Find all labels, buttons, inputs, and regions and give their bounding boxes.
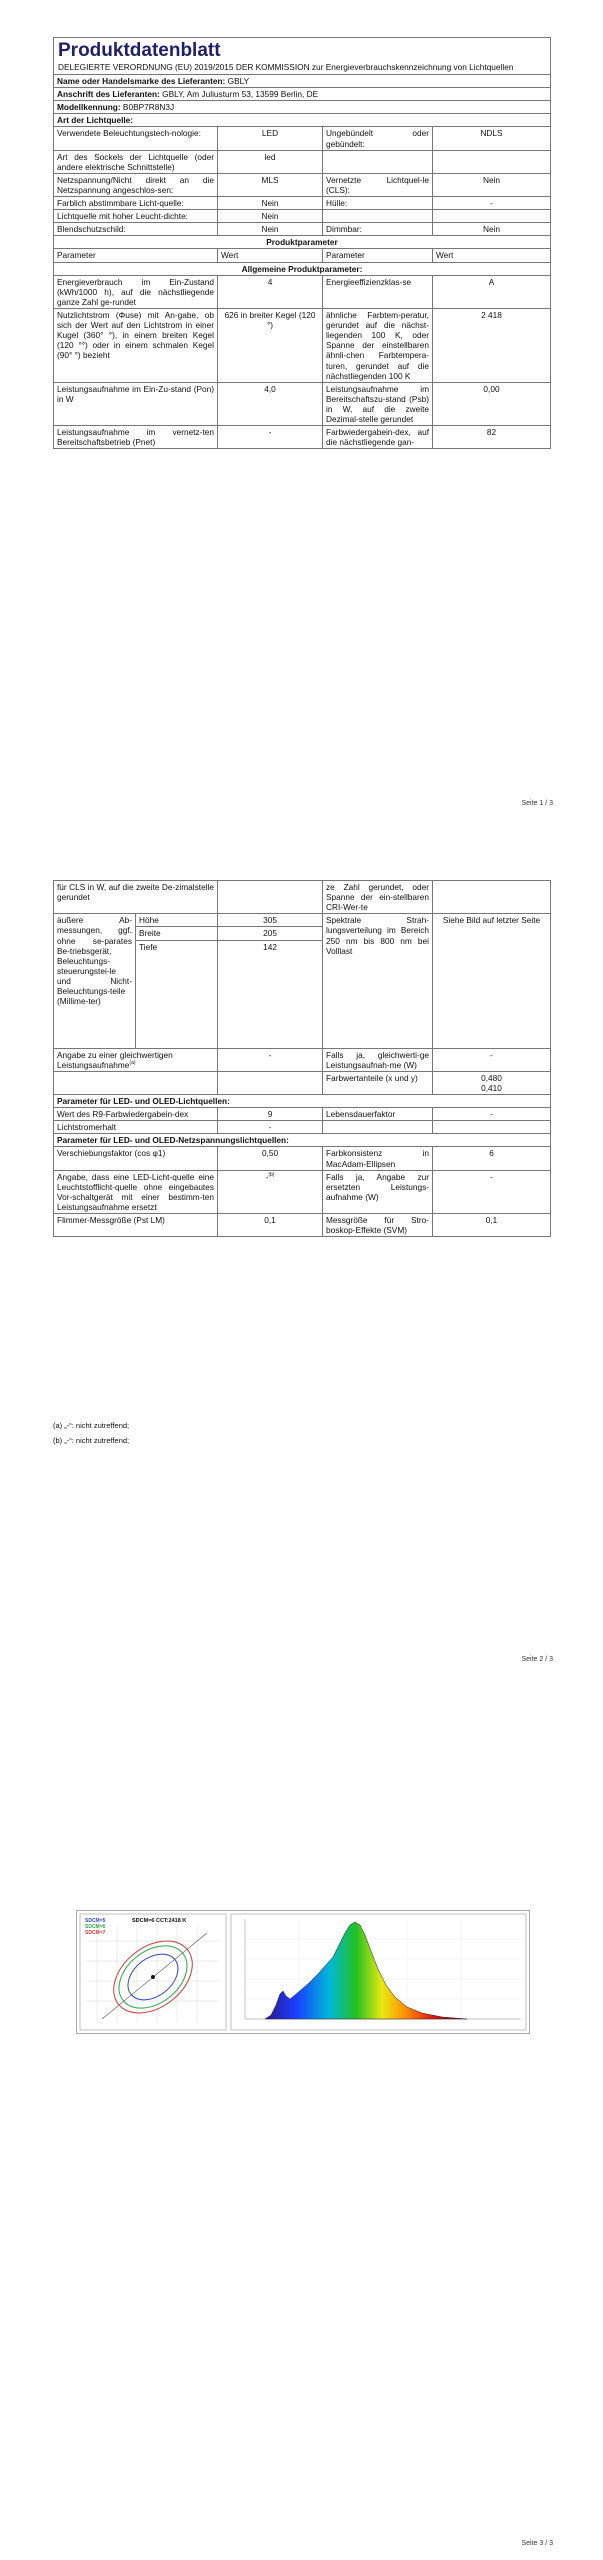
table-row: Flimmer-Messgröße (Pst LM) 0,1 Messgröße für Stro-boskop-Effekte (SVM) 0,1 bbox=[54, 1214, 551, 1237]
measurement-point bbox=[151, 1975, 155, 1979]
section-general-parameters: Allgemeine Produktparameter: bbox=[54, 262, 551, 275]
spectrum-figure-svg bbox=[77, 1911, 529, 2033]
table-row: Leistungsaufnahme im vernetz-ten Bereitschaftsbetrieb (Pnet) - Farbwiedergabein-dex, auf die nächstliegende gan- 82 bbox=[54, 426, 551, 449]
page-1 bbox=[0, 0, 603, 815]
footnote-a: (a) „-“: nicht zutreffend; bbox=[53, 1421, 130, 1430]
legend-sdcm-6: SDCM=6 bbox=[85, 1924, 106, 1930]
datasheet-table-page1 bbox=[53, 37, 551, 449]
legend-sdcm-7: SDCM=7 bbox=[85, 1930, 106, 1936]
spectrum-panel bbox=[231, 1914, 526, 2030]
macadam-ellipse-panel bbox=[80, 1914, 226, 2030]
table-row: Nutzlichtstrom (Φuse) mit An-gabe, ob sich der Wert auf den Lichtstrom in einer Kugel (360° °), in einem breiten Kegel (120 °°) oder in einem schmalen Kegel (90° °) bezieht 626 in breiter Kegel (120 °) ähnliche Farbtem-peratur, gerundet auf die nächst-liegenden 100 K, oder Spanne der einstellbaren ähnli-chen Farbtempera-turen, gerundet auf die nächstliegenden 100 K 2 418 bbox=[54, 309, 551, 383]
table-row: Farblich abstimmbare Licht-quelle: Nein Hülle: - bbox=[54, 197, 551, 210]
sdcm-cct-label: SDCM=6 CCT:2418 K bbox=[132, 1918, 187, 1924]
table-row: Verschiebungsfaktor (cos φ1) 0,50 Farbkonsistenz in MacAdam-Ellipsen 6 bbox=[54, 1147, 551, 1170]
section-led-parameters: Parameter für LED- und OLED-Lichtquellen: bbox=[54, 1094, 551, 1107]
dimensions-row: Tiefe 142 bbox=[54, 940, 551, 1048]
light-source-type-heading: Art der Lichtquelle: bbox=[54, 114, 551, 127]
table-row: für CLS in W, auf die zweite De-zimalstelle gerundet ze Zahl gerundet, oder Spanne der ein-stellbaren CRI-Wer-te bbox=[54, 881, 551, 914]
table-row: Verwendete Beleuchtungstech-nologie: LED Ungebündelt oder gebündelt: NDLS bbox=[54, 127, 551, 150]
table-row: Angabe, dass eine LED-Licht-quelle eine Leuchtstofflicht-quelle ohne eingebautes Vor-schaltgerät mit einer bestimm-ten Leistungsaufnahme ersetzt -$^{(b)}$ Falls ja, Angabe zur ersetzten Leistungs-aufnahme (W) - bbox=[54, 1170, 551, 1213]
page-title: Produktdatenblatt bbox=[58, 40, 221, 61]
dimensions-label: äußere Ab-messungen, ggf. ohne se-parates Be-triebsgerät, Beleuchtungs-steuerungstei-le und Nicht-Beleuchtungs-teile (Millime-ter) bbox=[54, 914, 136, 1048]
dimensions-row: Breite 205 bbox=[54, 927, 551, 940]
section-mains-parameters: Parameter für LED- und OLED-Netzspannungslichtquellen: bbox=[54, 1134, 551, 1147]
table-row: Art des Sockels der Lichtquelle (oder andere elektrische Schnittstelle) led bbox=[54, 150, 551, 173]
model-id: B0BP7R8N3J bbox=[122, 102, 175, 113]
datasheet-table-page2 bbox=[53, 880, 551, 1237]
table-row: Angabe zu einer gleichwertigen Leistungsaufnahme$^{(a)}$ - Falls ja, gleichwerti-ge Leistungsaufnah-me (W) - bbox=[54, 1048, 551, 1071]
spectrum-figure bbox=[76, 1910, 530, 2034]
page-2 bbox=[0, 880, 603, 1680]
table-row: Energieverbrauch im Ein-Zustand (kWh/1000 h), auf die nächstliegende ganze Zahl ge-rundet 4 Energieeffizienzklas-se A bbox=[54, 275, 551, 308]
dimensions-row: äußere Ab-messungen, ggf. ohne se-parates Be-triebsgerät, Beleuchtungs-steuerungstei-le und Nicht-Beleuchtungs-teile (Millime-ter) Höhe 305 Spektrale Strah-lungsverteilung im Bereich 250 nm bis 800 nm bei Volllast Siehe Bild auf letzter Seite bbox=[54, 914, 551, 927]
supplier-address-row: Anschrift des Lieferanten: GBLY, Am Juliusturm 53, 13599 Berlin, DE bbox=[54, 88, 551, 101]
model-row: Modellkennung: B0BP7R8N3J bbox=[54, 101, 551, 114]
page-number-1: Seite 1 / 3 bbox=[521, 800, 553, 807]
footnote-b: (b) „-“: nicht zutreffend; bbox=[53, 1436, 130, 1445]
table-row: Wert des R9-Farbwiedergabein-dex 9 Lebensdauerfaktor - bbox=[54, 1108, 551, 1121]
table-row: Netzspannung/Nicht direkt an die Netzspannung angeschlos-sen: MLS Vernetzte Lichtquel-le (CLS): Nein bbox=[54, 173, 551, 196]
table-row: Farbwertanteile (x und y) 0,480 0,410 bbox=[54, 1071, 551, 1094]
parameter-header-row: Parameter Wert Parameter Wert bbox=[54, 249, 551, 262]
supplier-brand-row: Name oder Handelsmarke des Lieferanten: GBLY bbox=[54, 74, 551, 87]
title-cell bbox=[54, 38, 551, 75]
table-row: Lichtstromerhalt - bbox=[54, 1121, 551, 1134]
table-row: Leistungsaufnahme im Ein-Zu-stand (Pon) in W 4,0 Leistungsaufnahme im Bereitschaftszu-stand (Psb) in W, auf die zweite Dezimal-stelle gerundet 0,00 bbox=[54, 382, 551, 425]
supplier-address: GBLY, Am Juliusturm 53, 13599 Berlin, DE bbox=[162, 89, 319, 100]
supplier-brand: GBLY bbox=[227, 75, 250, 86]
table-row: Blendschutzschild: Nein Dimmbar: Nein bbox=[54, 223, 551, 236]
table-row: Lichtquelle mit hoher Leucht-dichte: Nein bbox=[54, 210, 551, 223]
page-number-3: Seite 3 / 3 bbox=[521, 2540, 553, 2547]
section-product-parameters: Produktparameter bbox=[54, 236, 551, 249]
page-3 bbox=[0, 1700, 603, 2560]
page-number-2: Seite 2 / 3 bbox=[521, 1656, 553, 1663]
regulation-text: DELEGIERTE VERORDNUNG (EU) 2019/2015 DER KOMMISSION zur Energieverbrauchskennzeichnung von Lichtquellen bbox=[58, 61, 514, 72]
legend-sdcm-5: SDCM=5 bbox=[85, 1918, 106, 1924]
